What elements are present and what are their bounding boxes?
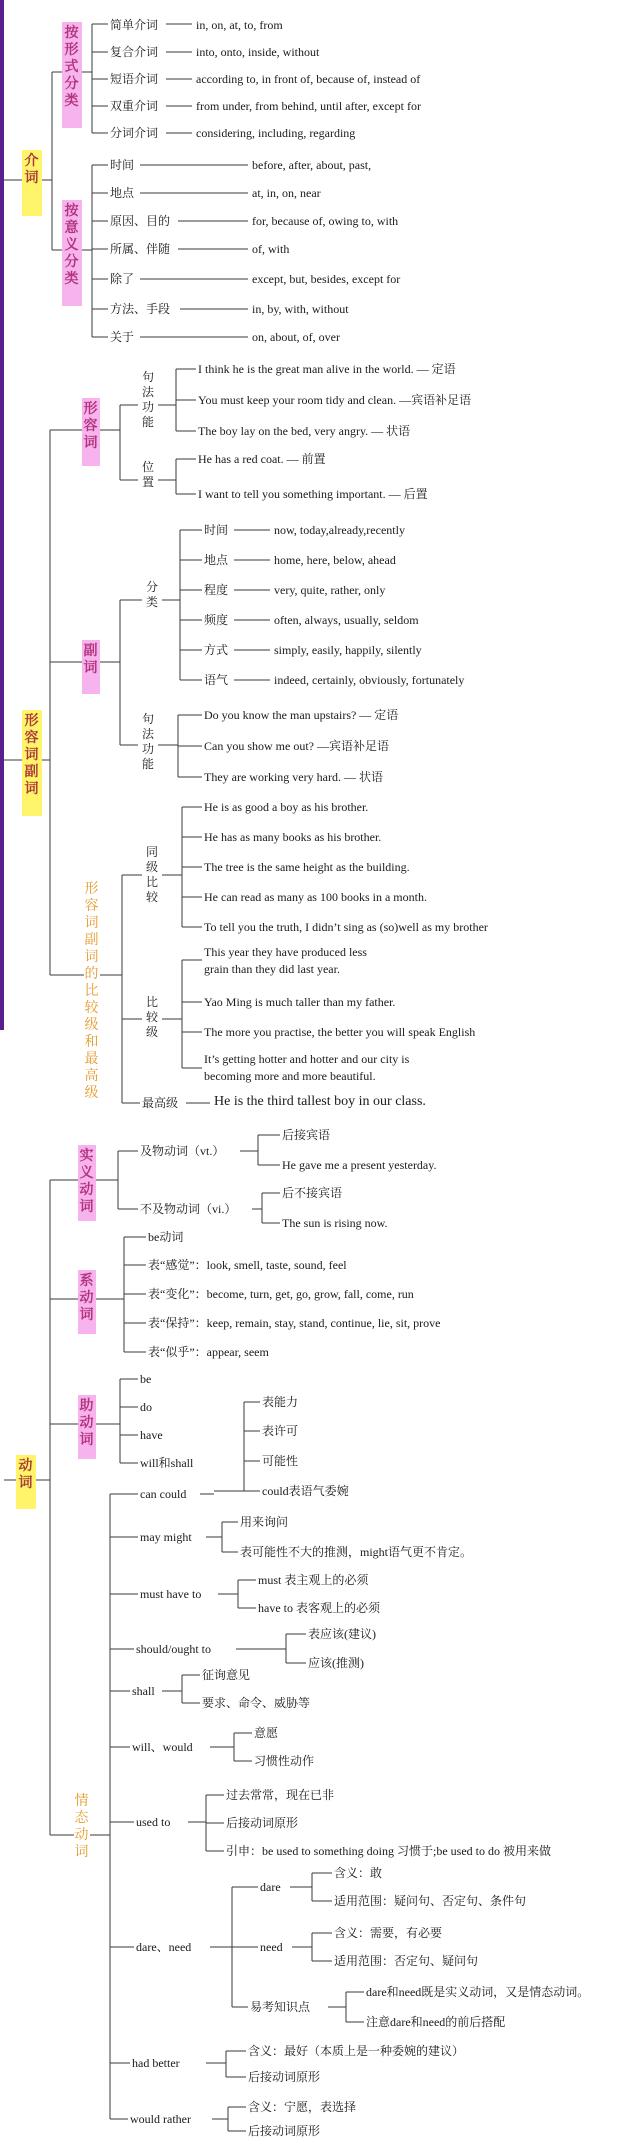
node-n006: into, onto, inside, without bbox=[196, 45, 320, 59]
node-n032: You must keep your room tidy and clean. —宾语补足语 bbox=[198, 393, 472, 407]
node-n027: on, about, of, over bbox=[252, 330, 340, 344]
node-n043: 程度 bbox=[204, 583, 229, 597]
node-n034: 位置 bbox=[141, 460, 154, 489]
node-n112: 过去常常，现在已非 bbox=[226, 1788, 335, 1802]
node-n015: before, after, about, past, bbox=[252, 158, 372, 172]
node-n052: Do you know the man upstairs? — 定语 bbox=[204, 708, 399, 722]
node-n058: He has as many books as his brother. bbox=[204, 830, 382, 844]
node-n063: This year they have produced less bbox=[204, 945, 367, 959]
node-n096: 用来询问 bbox=[240, 1515, 289, 1529]
node-n040: now, today,already,recently bbox=[274, 523, 405, 537]
node-n004: in, on, at, to, from bbox=[196, 18, 283, 32]
left-decorative-bar bbox=[0, 0, 4, 1030]
node-n030: 句法功能 bbox=[141, 370, 154, 429]
node-n077: 后不接宾语 bbox=[282, 1186, 343, 1200]
node-n082: 表“变化”：become, turn, get, go, grow, fall, come, run bbox=[148, 1287, 414, 1301]
node-n071: 动词 bbox=[16, 1455, 36, 1509]
node-n094: could表语气委婉 bbox=[262, 1484, 349, 1498]
node-n061: To tell you the truth, I didn’t sing as (so)well as my brother bbox=[204, 920, 488, 934]
node-n016: 地点 bbox=[110, 186, 135, 200]
node-n028: 形容词副词 bbox=[22, 710, 42, 816]
node-n115: dare bbox=[260, 1880, 281, 1894]
node-n125: had better bbox=[132, 2056, 180, 2070]
node-n011: 分词介词 bbox=[110, 126, 159, 140]
node-n117: 适用范围：疑问句、否定句、条件句 bbox=[334, 1894, 527, 1908]
node-n111: used to bbox=[136, 1815, 171, 1829]
node-n116: 含义：敢 bbox=[334, 1866, 383, 1880]
node-n076: 不及物动词（vi.） bbox=[140, 1202, 237, 1216]
node-n018: 原因、目的 bbox=[110, 214, 171, 228]
node-n070: He is the third tallest boy in our class. bbox=[214, 1094, 426, 1109]
node-n039: 时间 bbox=[204, 523, 229, 537]
node-n078: The sun is rising now. bbox=[282, 1216, 388, 1230]
node-n067: It’s getting hotter and hotter and our city is bbox=[204, 1052, 410, 1066]
node-n023: except, but, besides, except for bbox=[252, 272, 401, 286]
node-n037: 副词 bbox=[82, 640, 100, 694]
node-n119: need bbox=[260, 1940, 283, 1954]
node-n010: from under, from behind, until after, except for bbox=[196, 99, 421, 113]
node-n105: 征询意见 bbox=[202, 1668, 251, 1682]
node-n022: 除了 bbox=[110, 272, 135, 286]
node-n056: 同级比较 bbox=[145, 845, 158, 904]
node-n020: 所属、伴随 bbox=[110, 242, 171, 256]
node-n109: 习惯性动作 bbox=[254, 1754, 315, 1768]
node-n081: 表“感觉”：look, smell, taste, sound, feel bbox=[148, 1258, 347, 1272]
node-n106: 要求、命令、威胁等 bbox=[202, 1696, 311, 1710]
node-n095: may might bbox=[140, 1530, 192, 1544]
node-n031: I think he is the great man alive in the world. — 定语 bbox=[198, 362, 456, 376]
node-n102: 表应该(建议) bbox=[308, 1627, 376, 1641]
node-n124: 注意dare和need的前后搭配 bbox=[366, 2015, 506, 2029]
node-n002: 按形式分类 bbox=[62, 22, 82, 128]
node-n026: 关于 bbox=[110, 330, 135, 344]
node-n033: The boy lay on the bed, very angry. — 状语 bbox=[198, 424, 411, 438]
node-n017: at, in, on, near bbox=[252, 186, 321, 200]
node-n127: 后接动词原形 bbox=[248, 2070, 321, 2084]
node-n075: He gave me a present yesterday. bbox=[282, 1158, 437, 1172]
node-n083: 表“保持”：keep, remain, stay, stand, continue, lie, sit, prove bbox=[148, 1316, 441, 1330]
node-n054: They are working very hard. — 状语 bbox=[204, 770, 383, 784]
node-n100: have to 表客观上的必须 bbox=[258, 1601, 380, 1615]
node-n066: The more you practise, the better you will speak English bbox=[204, 1025, 476, 1039]
node-n089: will和shall bbox=[140, 1456, 194, 1470]
node-n041: 地点 bbox=[204, 553, 229, 567]
node-n005: 复合介词 bbox=[110, 45, 159, 59]
node-n073: 及物动词（vt.） bbox=[140, 1144, 225, 1158]
node-n088: have bbox=[140, 1428, 163, 1442]
node-n118: dare、need bbox=[136, 1940, 192, 1954]
node-n104: shall bbox=[132, 1684, 155, 1698]
node-n036: I want to tell you something important. — 后置 bbox=[198, 487, 428, 501]
node-n072: 实义动词 bbox=[78, 1145, 96, 1221]
node-n024: 方法、手段 bbox=[110, 302, 171, 316]
node-n046: often, always, usually, seldom bbox=[274, 613, 419, 627]
node-n055: 形容词副词的比较级和最高级 bbox=[84, 882, 100, 1101]
node-n069: 最高级 bbox=[142, 1096, 179, 1110]
node-n126: 含义：最好（本质上是一种委婉的建议） bbox=[248, 2044, 465, 2058]
node-n029: 形容词 bbox=[82, 398, 100, 466]
node-n021: of, with bbox=[252, 242, 290, 256]
node-n003: 简单介词 bbox=[110, 18, 159, 32]
node-n045: 频度 bbox=[204, 613, 229, 627]
node-n009: 双重介词 bbox=[110, 99, 159, 113]
node-n114: 引申：be used to something doing 习惯于;be used to do 被用来做 bbox=[226, 1844, 551, 1858]
node-n101: should/ought to bbox=[136, 1642, 212, 1656]
node-n074: 后接宾语 bbox=[282, 1128, 331, 1142]
node-n057: He is as good a boy as his brother. bbox=[204, 800, 369, 814]
node-n110: 情态动词 bbox=[74, 1794, 90, 1860]
node-n062: 比较级 bbox=[145, 995, 158, 1039]
node-n048: simply, easily, happily, silently bbox=[274, 643, 422, 657]
node-n123: dare和need既是实义动词，又是情态动词。 bbox=[366, 1985, 590, 1999]
node-n080: be动词 bbox=[148, 1230, 184, 1244]
node-n060: He can read as many as 100 books in a month. bbox=[204, 890, 427, 904]
node-n042: home, here, below, ahead bbox=[274, 553, 396, 567]
node-n097: 表可能性不大的推测，might语气更不肯定。 bbox=[240, 1545, 473, 1559]
node-n093: can could bbox=[140, 1487, 187, 1501]
node-n014: 时间 bbox=[110, 158, 135, 172]
node-n059: The tree is the same height as the building. bbox=[204, 860, 410, 874]
node-n035: He has a red coat. — 前置 bbox=[198, 452, 326, 466]
node-n012: considering, including, regarding bbox=[196, 126, 356, 140]
node-n053: Can you show me out? —宾语补足语 bbox=[204, 739, 389, 753]
node-n049: 语气 bbox=[204, 673, 229, 687]
node-n065: Yao Ming is much taller than my father. bbox=[204, 995, 396, 1009]
node-n120: 含义：需要，有必要 bbox=[334, 1926, 443, 1940]
node-n087: do bbox=[140, 1400, 152, 1414]
node-n038: 分类 bbox=[145, 580, 158, 609]
node-n001: 介词 bbox=[22, 150, 42, 216]
node-n113: 后接动词原形 bbox=[226, 1816, 299, 1830]
node-n122: 易考知识点 bbox=[250, 2000, 311, 2014]
node-n091: 表许可 bbox=[262, 1424, 299, 1438]
node-n013: 按意义分类 bbox=[62, 200, 82, 306]
node-n025: in, by, with, without bbox=[252, 302, 349, 316]
node-n007: 短语介词 bbox=[110, 72, 159, 86]
node-n079: 系动词 bbox=[78, 1270, 96, 1334]
node-n128: would rather bbox=[130, 2112, 191, 2126]
node-n092: 可能性 bbox=[262, 1454, 299, 1468]
node-n019: for, because of, owing to, with bbox=[252, 214, 399, 228]
node-n064: grain than they did last year. bbox=[204, 962, 340, 976]
node-n068: becoming more and more beautiful. bbox=[204, 1069, 376, 1083]
node-n084: 表“似乎”：appear, seem bbox=[148, 1345, 269, 1359]
node-n129: 含义：宁愿，表选择 bbox=[248, 2100, 357, 2114]
node-n051: 句法功能 bbox=[141, 712, 154, 771]
node-n103: 应该(推测) bbox=[308, 1656, 364, 1670]
node-n130: 后接动词原形 bbox=[248, 2124, 321, 2138]
node-n008: according to, in front of, because of, instead of bbox=[196, 72, 421, 86]
node-n047: 方式 bbox=[204, 643, 229, 657]
node-n108: 意愿 bbox=[254, 1726, 279, 1740]
node-n050: indeed, certainly, obviously, fortunately bbox=[274, 673, 465, 687]
node-n098: must have to bbox=[140, 1587, 202, 1601]
node-n044: very, quite, rather, only bbox=[274, 583, 386, 597]
node-n090: 表能力 bbox=[262, 1395, 299, 1409]
node-n085: 助动词 bbox=[78, 1395, 96, 1459]
node-n107: will、would bbox=[132, 1740, 193, 1754]
node-n121: 适用范围：否定句、疑问句 bbox=[334, 1954, 479, 1968]
node-n086: be bbox=[140, 1372, 152, 1386]
node-n099: must 表主观上的必须 bbox=[258, 1573, 369, 1587]
